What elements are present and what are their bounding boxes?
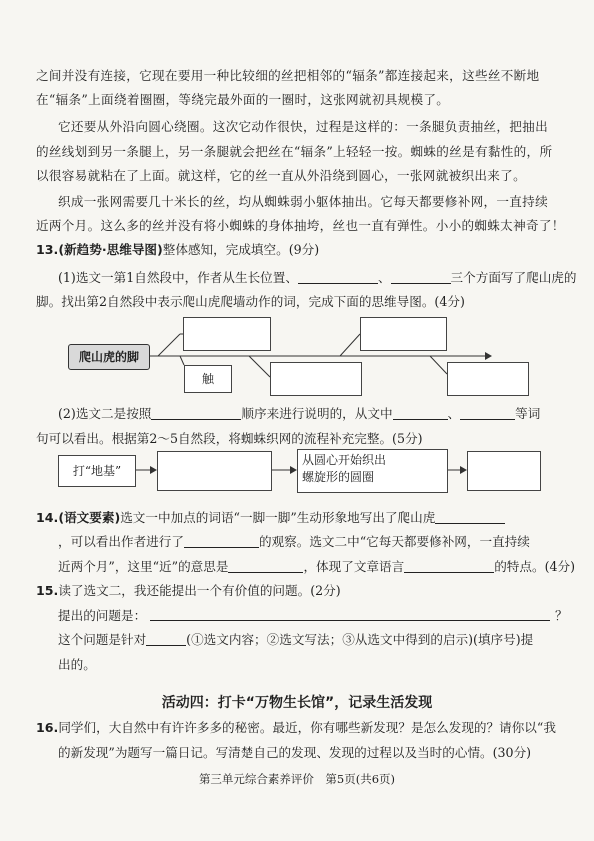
- q13-part1-sep: 、: [377, 270, 391, 285]
- q15-question-mark: ？: [555, 608, 568, 623]
- answer-blank[interactable]: [435, 509, 505, 524]
- flow-answer-box[interactable]: [467, 451, 541, 491]
- q13-part2-text: 等词: [515, 406, 541, 421]
- mindmap-given-box: 触: [184, 365, 232, 393]
- answer-blank[interactable]: [404, 558, 494, 573]
- q16-line1: [36, 718, 570, 738]
- q13-part2-sep: 、: [447, 406, 461, 421]
- q16-line2: 的新发现”为题写一篇日记。写清楚自己的发现、发现的过程以及当时的心情。(30分): [58, 745, 532, 760]
- q13-part2-text: 顺序来进行说明的，从文中: [241, 406, 393, 421]
- answer-blank[interactable]: [228, 558, 303, 573]
- q16-text: 同学们，大自然中有许许多多的秘密。最近，你有哪些新发现？是怎么发现的？请你以“我: [58, 720, 556, 735]
- q13-part1-line2: 脚。找出第2自然段中表示爬山虎爬墙动作的词，完成下面的思维导图。(4分): [36, 294, 465, 309]
- passage-line: 的丝线划到另一条腿上，另一条腿就会把丝在“辐条”上轻轻一按。蜘蛛的丝是有黏性的，所: [36, 144, 553, 159]
- q13-tag: (新趋势·思维导图): [58, 242, 163, 257]
- q14-text: 近两个月”，这里“近”的意思是: [58, 559, 229, 574]
- answer-blank[interactable]: [184, 533, 259, 548]
- q15-target-line: [58, 630, 570, 650]
- q15-number: 15.: [36, 583, 59, 598]
- flow-step-given-line2: 螺旋形的圆圈: [302, 470, 375, 484]
- passage-line: 近两个月。这么多的丝并没有将小蜘蛛的身体抽垮，丝也一直有弹性。小小的蜘蛛太神奇了！: [36, 218, 565, 233]
- q15-stem: 读了选文二，我还能提出一个有价值的问题。(2分): [58, 583, 341, 598]
- q13-part2-text: (2)选文二是按照: [58, 406, 152, 421]
- flow-step-given-line1: 从圆心开始织出: [302, 453, 387, 467]
- q15-ask-line: [58, 606, 570, 626]
- q16-number: 16.: [36, 720, 59, 735]
- passage-line: 之间并没有连接，它现在要用一种比较细的丝把相邻的“辐条”都连接起来，这些丝不断地: [36, 68, 540, 83]
- q15-target-line2: 出的。: [58, 657, 96, 672]
- q15-answer-line[interactable]: [150, 620, 550, 621]
- answer-blank[interactable]: [146, 631, 186, 646]
- flow-step-first: 打“地基”: [58, 455, 136, 487]
- q13-part1-text: 三个方面写了爬山虎的: [450, 270, 577, 285]
- q14-text: 选文一中加点的词语“一脚一脚”生动形象地写出了爬山虎: [120, 510, 436, 525]
- activity-title: 活动四：打卡“万物生长馆”，记录生活发现: [161, 695, 433, 711]
- mindmap-root: 爬山虎的脚: [68, 344, 150, 370]
- q14-text: ，体现了文章语言: [303, 559, 405, 574]
- q15-stem-line: [36, 581, 570, 601]
- q14-number: 14.: [36, 510, 59, 525]
- q14-text: 的观察。选文二中“它每天都要修补网，一直持续: [258, 534, 530, 549]
- q14-line2: [58, 532, 570, 552]
- passage-line: 在“辐条”上面绕着圈圈，等绕完最外面的一圈时，这张网就初具规模了。: [36, 92, 450, 107]
- q15-text: 这个问题是针对: [58, 632, 147, 647]
- passage-line: 以很容易就粘在了上面。就这样，它的丝一直从外沿绕到圆心，一张网就被织出来了。: [36, 168, 526, 183]
- q15-text: (①选文内容；②选文写法；③从选文中得到的启示)(填序号)提: [186, 632, 534, 647]
- q14-text: ，可以看出作者进行了: [58, 534, 184, 549]
- q14-text: 的特点。(4分): [494, 559, 576, 574]
- q13-part2-line2: 句可以看出。根据第2～5自然段，将蜘蛛织网的流程补充完整。(5分): [36, 431, 423, 446]
- q13-stem: 整体感知，完成填空。(9分): [162, 242, 320, 257]
- q14-tag: (语文要素): [58, 510, 121, 525]
- passage-line: 它还要从外沿向圆心绕圈。这次它动作很快，过程是这样的：一条腿负责抽丝，把抽出: [58, 119, 548, 134]
- page-footer: 第三单元综合素养评价 第5页(共6页): [198, 772, 396, 786]
- q14-line1: [36, 508, 570, 528]
- q13-number: 13.: [36, 242, 59, 257]
- q15-ask-label: 提出的问题是：: [58, 608, 147, 623]
- flow-step-given: [297, 449, 448, 493]
- q13-part1-text: (1)选文一第1自然段中，作者从生长位置、: [58, 270, 298, 285]
- flow-answer-box[interactable]: [157, 451, 272, 491]
- q14-line3: [58, 557, 576, 577]
- passage-line: 织成一张网需要几十米长的丝，均从蜘蛛弱小躯体抽出。它每天都要修补网，一直持续: [58, 194, 548, 209]
